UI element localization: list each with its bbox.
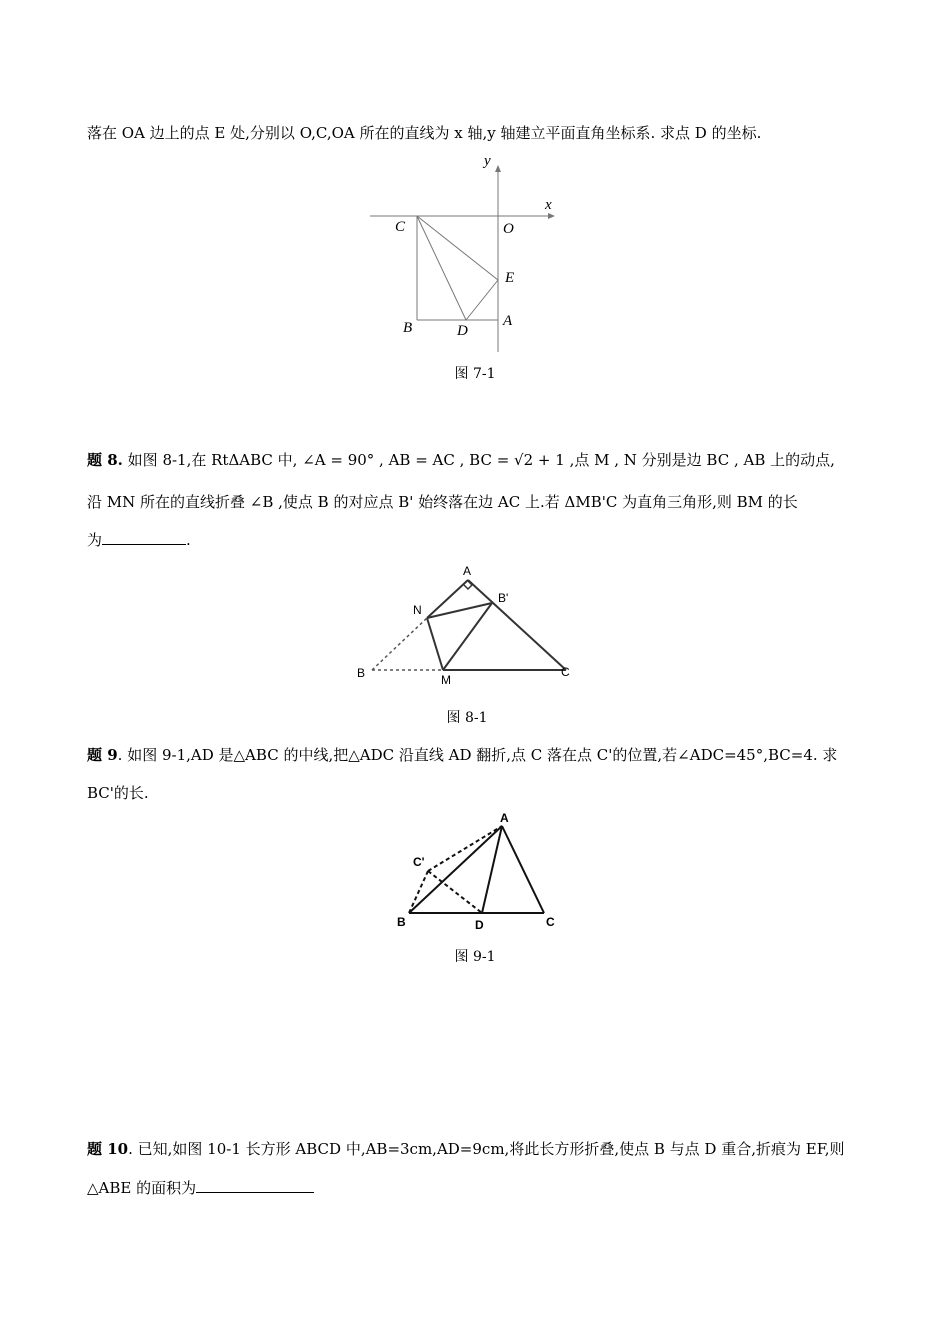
label-b: B: [397, 915, 406, 929]
problem-8-label: 题 8.: [87, 451, 123, 469]
problem-10-line-1: [87, 1139, 845, 1159]
answer-blank-10[interactable]: [196, 1178, 314, 1193]
problem-10-line-2: [87, 1178, 314, 1198]
side-ac: [502, 826, 544, 913]
label-o: O: [503, 221, 514, 237]
label-b-prime: B': [498, 591, 509, 605]
problem-10-text-2: △ABE 的面积为: [87, 1179, 197, 1197]
label-n: N: [413, 603, 422, 617]
median-ad: [482, 826, 502, 913]
problem-7-text: 落在 OA 边上的点 E 处,分别以 O,C,OA 所在的直线为 x 轴,y 轴建立平面直角坐标系. 求点 D 的坐标.: [87, 124, 762, 142]
label-a: A: [463, 564, 472, 578]
label-b: B: [357, 666, 366, 680]
label-x: x: [545, 197, 552, 213]
label-c-prime: C': [413, 855, 425, 869]
label-c: C: [561, 665, 570, 679]
problem-8-prefix: 为: [87, 531, 103, 549]
label-a: A: [500, 811, 509, 825]
problem-10-text-1: . 已知,如图 10-1 长方形 ABCD 中,AB=3cm,AD=9cm,将此长方形折叠,使点 B 与点 D 重合,折痕为 EF,则: [128, 1140, 845, 1158]
label-c: C: [546, 915, 555, 929]
problem-8-line-2: 沿 MN 所在的直线折叠 ∠B ,使点 B 的对应点 B' 始终落在边 AC 上.若 ΔMB'C 为直角三角形,则 BM 的长: [87, 493, 798, 511]
label-d: D: [457, 323, 468, 339]
figure-7-1-caption: 图 7-1: [454, 366, 496, 382]
dashed-c1a: [428, 826, 502, 871]
problem-9-label: 题 9: [87, 746, 118, 764]
label-y: y: [484, 153, 491, 169]
label-m: M: [441, 673, 451, 687]
label-a: A: [503, 313, 513, 329]
side-ba: [409, 826, 502, 913]
label-b: B: [403, 320, 413, 336]
figure-9-1-caption: 图 9-1: [454, 949, 496, 965]
problem-8-text-1: 如图 8-1,在 RtΔABC 中, ∠A = 90° , AB = AC , BC = √2 + 1 ,点 M , N 分别是边 BC , AB 上的动点,: [127, 451, 835, 469]
label-c: C: [395, 219, 406, 235]
dashed-c1d: [428, 871, 482, 913]
label-d: D: [475, 918, 484, 932]
label-e: E: [505, 270, 515, 286]
problem-9-line-2: BC'的长.: [87, 784, 149, 802]
problem-8-suffix: .: [186, 531, 191, 549]
figure-8-1-caption: 图 8-1: [446, 710, 488, 726]
dashed-c1b: [409, 871, 428, 913]
problem-9-text-1: . 如图 9-1,AD 是△ABC 的中线,把△ADC 沿直线 AD 翻折,点 C 落在点 C'的位置,若∠ADC=45°,BC=4. 求: [117, 746, 838, 764]
problem-10-label: 题 10: [87, 1140, 129, 1158]
